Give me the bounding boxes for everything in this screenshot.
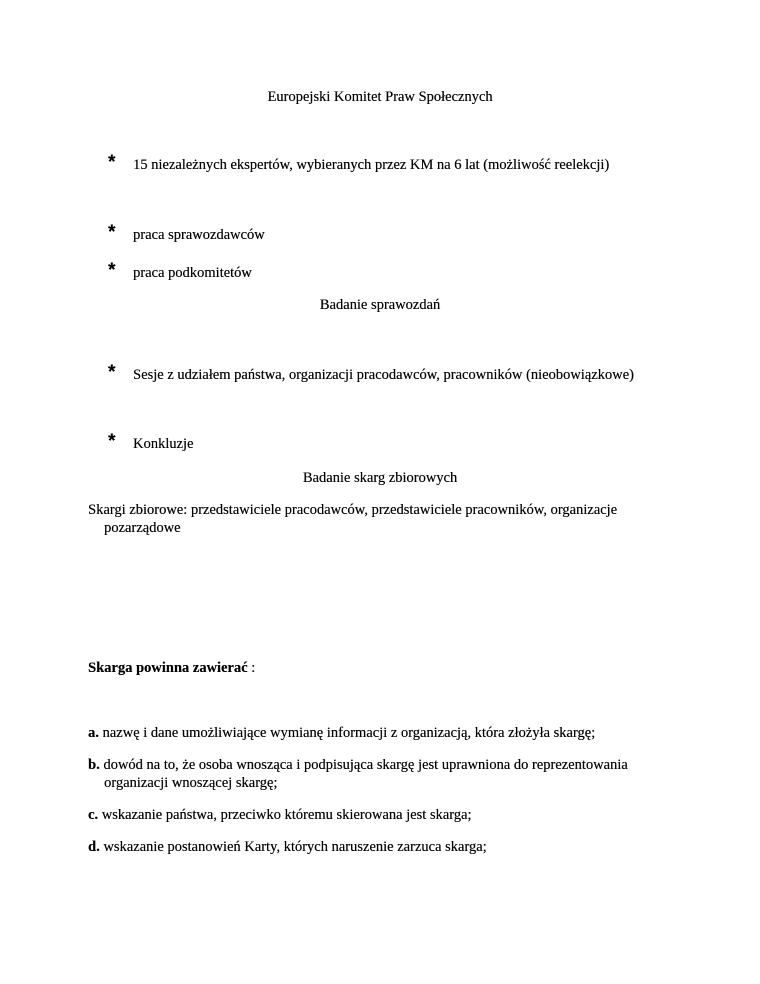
asterisk-bullet-icon: * (108, 362, 116, 383)
bullet-text: praca podkomitetów (133, 265, 252, 281)
paragraph-line: Skargi zbiorowe: przedstawiciele pracodawców, przedstawiciele pracowników, organizacje (88, 502, 618, 518)
list-text: nazwę i dane umożliwiające wymianę informacji z organizacją, która złożyła skargę; (98, 725, 596, 741)
list-text-continuation: organizacji wnoszącej skargę; (104, 775, 278, 791)
requirement-item-a (88, 724, 688, 742)
bullet-text: Konkluzje (133, 436, 194, 452)
paragraph-line: pozarządowe (104, 520, 181, 536)
heading-bold-text: Skarga powinna zawierać (88, 660, 248, 676)
list-text: dowód na to, że osoba wnosząca i podpisująca skargę jest uprawniona do reprezentowania (99, 757, 628, 773)
requirement-item-b (88, 756, 688, 792)
requirement-item-c (88, 806, 688, 824)
list-letter: c. (88, 807, 99, 823)
bullet-text: praca sprawozdawców (133, 227, 265, 243)
heading-suffix: : (247, 660, 256, 676)
list-letter: b. (88, 757, 100, 773)
bullet-text: 15 niezależnych ekspertów, wybieranych przez KM na 6 lat (możliwość reelekcji) (133, 157, 610, 173)
complaints-paragraph (88, 501, 688, 537)
asterisk-bullet-icon: * (108, 152, 116, 173)
asterisk-bullet-icon: * (108, 260, 116, 281)
list-text: wskazanie postanowień Karty, których naruszenie zarzuca skarga; (99, 839, 487, 855)
list-letter: d. (88, 839, 100, 855)
asterisk-bullet-icon: * (108, 222, 116, 243)
list-text: wskazanie państwa, przeciwko któremu skierowana jest skarga; (98, 807, 472, 823)
document-title: Europejski Komitet Praw Społecznych (267, 89, 493, 105)
section-heading-collective-complaints: Badanie skarg zbiorowych (302, 470, 458, 486)
complaint-content-heading (88, 660, 255, 677)
bullet-text: Sesje z udziałem państwa, organizacji pracodawców, pracowników (nieobowiązkowe) (133, 367, 634, 383)
section-heading-reports: Badanie sprawozdań (319, 297, 441, 313)
list-letter: a. (88, 725, 99, 741)
asterisk-bullet-icon: * (108, 431, 116, 452)
requirement-item-d (88, 838, 688, 856)
